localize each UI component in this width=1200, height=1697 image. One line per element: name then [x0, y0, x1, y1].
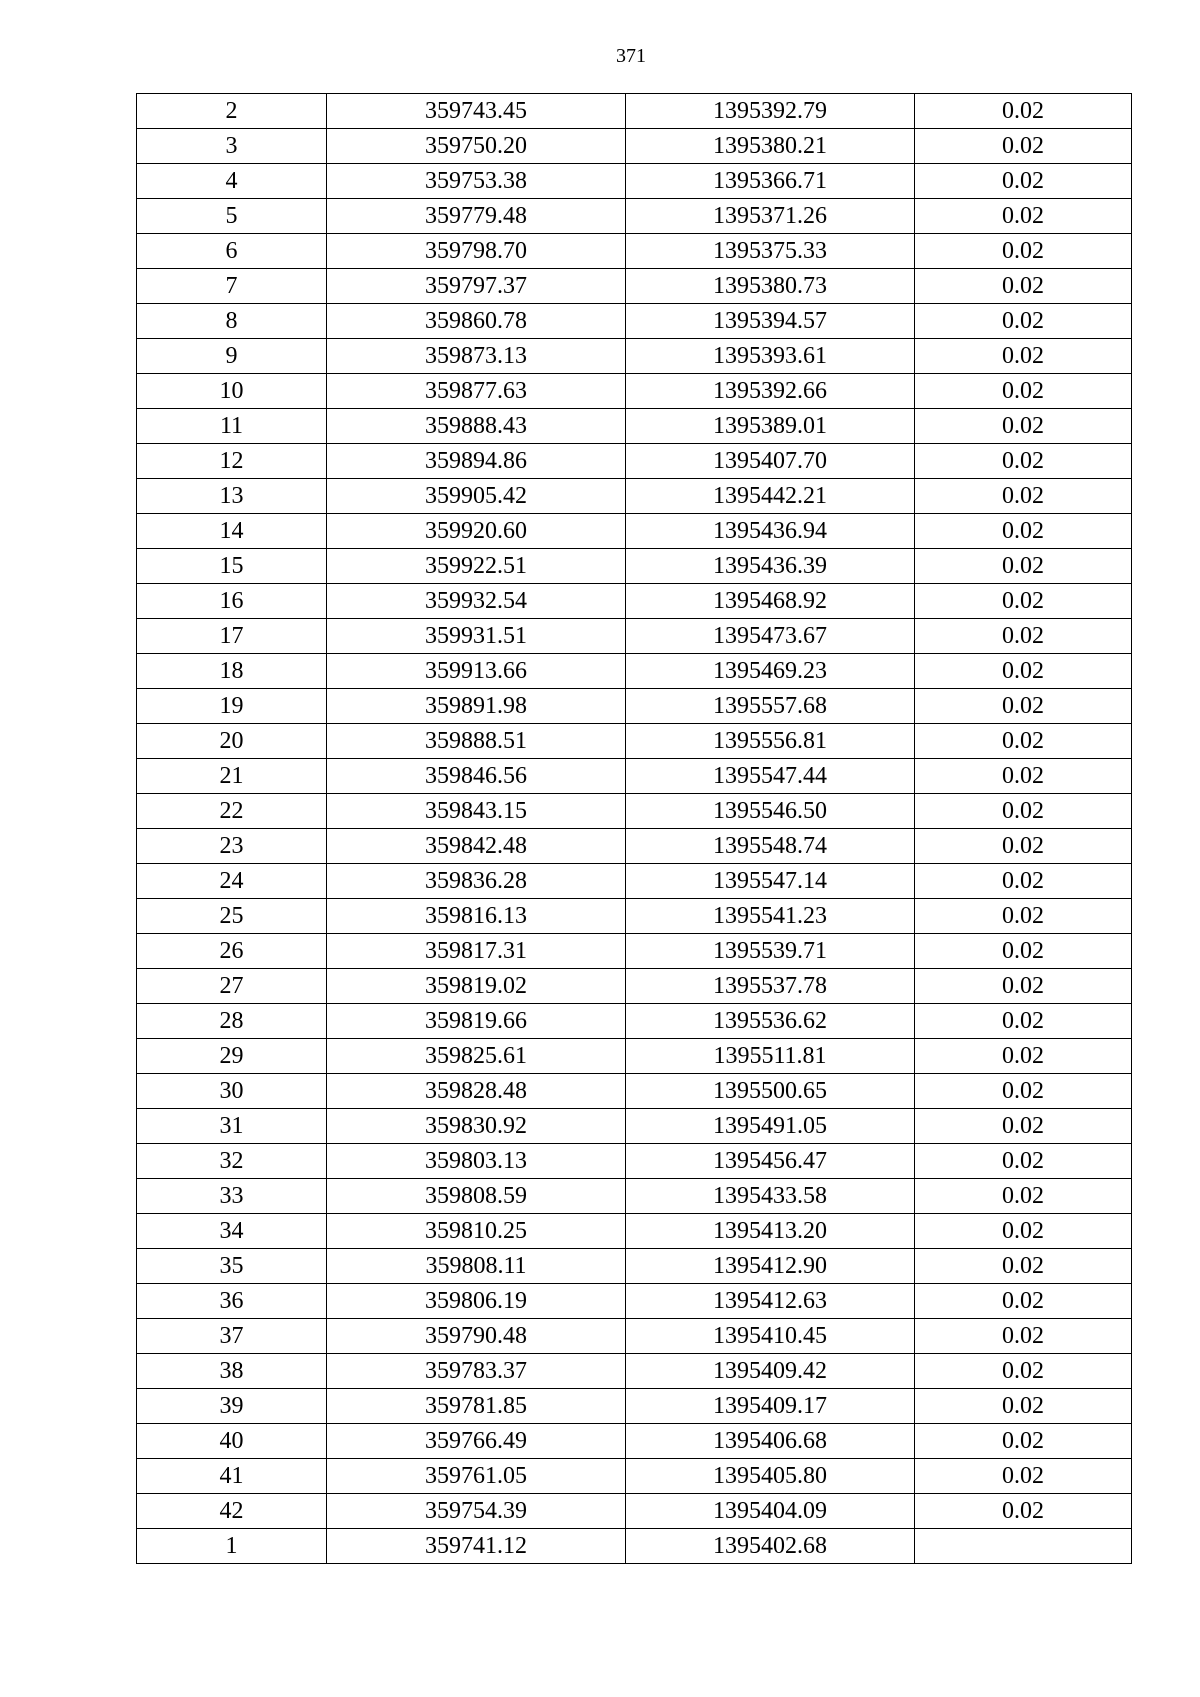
error-cell: 0.02 [915, 409, 1132, 444]
error-cell: 0.02 [915, 1179, 1132, 1214]
error-cell: 0.02 [915, 304, 1132, 339]
table-row [137, 899, 1132, 934]
y-coordinate-cell: 1395389.01 [626, 409, 915, 444]
x-coordinate-cell: 359816.13 [327, 899, 626, 934]
table-row [137, 374, 1132, 409]
point-number-cell: 3 [137, 129, 327, 164]
table-row [137, 1249, 1132, 1284]
error-cell: 0.02 [915, 794, 1132, 829]
x-coordinate-cell: 359790.48 [327, 1319, 626, 1354]
table-body [137, 94, 1132, 1564]
y-coordinate-cell: 1395469.23 [626, 654, 915, 689]
point-number-cell: 39 [137, 1389, 327, 1424]
point-number-cell: 19 [137, 689, 327, 724]
table-row [137, 164, 1132, 199]
error-cell: 0.02 [915, 444, 1132, 479]
table-row [137, 584, 1132, 619]
error-cell: 0.02 [915, 1424, 1132, 1459]
point-number-cell: 13 [137, 479, 327, 514]
x-coordinate-cell: 359754.39 [327, 1494, 626, 1529]
y-coordinate-cell: 1395409.17 [626, 1389, 915, 1424]
table-row [137, 724, 1132, 759]
x-coordinate-cell: 359846.56 [327, 759, 626, 794]
error-cell: 0.02 [915, 374, 1132, 409]
point-number-cell: 26 [137, 934, 327, 969]
point-number-cell: 4 [137, 164, 327, 199]
error-cell: 0.02 [915, 549, 1132, 584]
error-cell: 0.02 [915, 1039, 1132, 1074]
point-number-cell: 28 [137, 1004, 327, 1039]
error-cell: 0.02 [915, 479, 1132, 514]
point-number-cell: 22 [137, 794, 327, 829]
x-coordinate-cell: 359819.66 [327, 1004, 626, 1039]
error-cell: 0.02 [915, 1249, 1132, 1284]
error-cell: 0.02 [915, 1004, 1132, 1039]
table-row [137, 759, 1132, 794]
point-number-cell: 9 [137, 339, 327, 374]
y-coordinate-cell: 1395456.47 [626, 1144, 915, 1179]
point-number-cell: 30 [137, 1074, 327, 1109]
point-number-cell: 8 [137, 304, 327, 339]
y-coordinate-cell: 1395546.50 [626, 794, 915, 829]
x-coordinate-cell: 359860.78 [327, 304, 626, 339]
error-cell: 0.02 [915, 829, 1132, 864]
y-coordinate-cell: 1395392.66 [626, 374, 915, 409]
x-coordinate-cell: 359783.37 [327, 1354, 626, 1389]
x-coordinate-cell: 359873.13 [327, 339, 626, 374]
x-coordinate-cell: 359743.45 [327, 94, 626, 129]
y-coordinate-cell: 1395547.14 [626, 864, 915, 899]
error-cell: 0.02 [915, 1284, 1132, 1319]
y-coordinate-cell: 1395412.90 [626, 1249, 915, 1284]
y-coordinate-cell: 1395407.70 [626, 444, 915, 479]
coordinates-table [136, 93, 1132, 1564]
x-coordinate-cell: 359830.92 [327, 1109, 626, 1144]
point-number-cell: 27 [137, 969, 327, 1004]
point-number-cell: 12 [137, 444, 327, 479]
point-number-cell: 7 [137, 269, 327, 304]
x-coordinate-cell: 359825.61 [327, 1039, 626, 1074]
y-coordinate-cell: 1395557.68 [626, 689, 915, 724]
table-row [137, 514, 1132, 549]
x-coordinate-cell: 359781.85 [327, 1389, 626, 1424]
y-coordinate-cell: 1395500.65 [626, 1074, 915, 1109]
y-coordinate-cell: 1395442.21 [626, 479, 915, 514]
y-coordinate-cell: 1395541.23 [626, 899, 915, 934]
x-coordinate-cell: 359836.28 [327, 864, 626, 899]
point-number-cell: 10 [137, 374, 327, 409]
x-coordinate-cell: 359819.02 [327, 969, 626, 1004]
table-row [137, 199, 1132, 234]
y-coordinate-cell: 1395375.33 [626, 234, 915, 269]
x-coordinate-cell: 359920.60 [327, 514, 626, 549]
point-number-cell: 11 [137, 409, 327, 444]
y-coordinate-cell: 1395433.58 [626, 1179, 915, 1214]
table-row [137, 1459, 1132, 1494]
table-row [137, 1389, 1132, 1424]
x-coordinate-cell: 359806.19 [327, 1284, 626, 1319]
error-cell: 0.02 [915, 164, 1132, 199]
point-number-cell: 38 [137, 1354, 327, 1389]
table-row [137, 1214, 1132, 1249]
error-cell [915, 1529, 1132, 1564]
error-cell: 0.02 [915, 94, 1132, 129]
x-coordinate-cell: 359877.63 [327, 374, 626, 409]
x-coordinate-cell: 359905.42 [327, 479, 626, 514]
table-row [137, 1529, 1132, 1564]
point-number-cell: 42 [137, 1494, 327, 1529]
point-number-cell: 6 [137, 234, 327, 269]
x-coordinate-cell: 359808.11 [327, 1249, 626, 1284]
table-row [137, 549, 1132, 584]
error-cell: 0.02 [915, 1354, 1132, 1389]
point-number-cell: 37 [137, 1319, 327, 1354]
x-coordinate-cell: 359843.15 [327, 794, 626, 829]
y-coordinate-cell: 1395436.94 [626, 514, 915, 549]
table-row [137, 1004, 1132, 1039]
table-row [137, 1144, 1132, 1179]
point-number-cell: 2 [137, 94, 327, 129]
y-coordinate-cell: 1395371.26 [626, 199, 915, 234]
x-coordinate-cell: 359753.38 [327, 164, 626, 199]
error-cell: 0.02 [915, 759, 1132, 794]
point-number-cell: 21 [137, 759, 327, 794]
x-coordinate-cell: 359922.51 [327, 549, 626, 584]
x-coordinate-cell: 359766.49 [327, 1424, 626, 1459]
error-cell: 0.02 [915, 584, 1132, 619]
point-number-cell: 35 [137, 1249, 327, 1284]
y-coordinate-cell: 1395409.42 [626, 1354, 915, 1389]
point-number-cell: 18 [137, 654, 327, 689]
table-row [137, 1494, 1132, 1529]
table-row [137, 479, 1132, 514]
y-coordinate-cell: 1395413.20 [626, 1214, 915, 1249]
y-coordinate-cell: 1395380.21 [626, 129, 915, 164]
table-row [137, 304, 1132, 339]
x-coordinate-cell: 359817.31 [327, 934, 626, 969]
point-number-cell: 23 [137, 829, 327, 864]
error-cell: 0.02 [915, 1389, 1132, 1424]
error-cell: 0.02 [915, 1074, 1132, 1109]
point-number-cell: 41 [137, 1459, 327, 1494]
x-coordinate-cell: 359750.20 [327, 129, 626, 164]
table-row [137, 829, 1132, 864]
x-coordinate-cell: 359842.48 [327, 829, 626, 864]
page-number: 371 [616, 45, 646, 67]
y-coordinate-cell: 1395405.80 [626, 1459, 915, 1494]
y-coordinate-cell: 1395539.71 [626, 934, 915, 969]
x-coordinate-cell: 359779.48 [327, 199, 626, 234]
point-number-cell: 29 [137, 1039, 327, 1074]
x-coordinate-cell: 359798.70 [327, 234, 626, 269]
x-coordinate-cell: 359888.43 [327, 409, 626, 444]
y-coordinate-cell: 1395537.78 [626, 969, 915, 1004]
table-row [137, 1284, 1132, 1319]
error-cell: 0.02 [915, 689, 1132, 724]
x-coordinate-cell: 359828.48 [327, 1074, 626, 1109]
table-row [137, 1039, 1132, 1074]
x-coordinate-cell: 359888.51 [327, 724, 626, 759]
table-row [137, 689, 1132, 724]
y-coordinate-cell: 1395406.68 [626, 1424, 915, 1459]
point-number-cell: 40 [137, 1424, 327, 1459]
x-coordinate-cell: 359810.25 [327, 1214, 626, 1249]
error-cell: 0.02 [915, 1144, 1132, 1179]
y-coordinate-cell: 1395366.71 [626, 164, 915, 199]
error-cell: 0.02 [915, 1459, 1132, 1494]
table-row [137, 129, 1132, 164]
error-cell: 0.02 [915, 339, 1132, 374]
table-row [137, 444, 1132, 479]
y-coordinate-cell: 1395536.62 [626, 1004, 915, 1039]
y-coordinate-cell: 1395410.45 [626, 1319, 915, 1354]
y-coordinate-cell: 1395548.74 [626, 829, 915, 864]
table-row [137, 234, 1132, 269]
error-cell: 0.02 [915, 514, 1132, 549]
error-cell: 0.02 [915, 864, 1132, 899]
table-row [137, 94, 1132, 129]
y-coordinate-cell: 1395547.44 [626, 759, 915, 794]
point-number-cell: 36 [137, 1284, 327, 1319]
error-cell: 0.02 [915, 969, 1132, 1004]
x-coordinate-cell: 359797.37 [327, 269, 626, 304]
y-coordinate-cell: 1395394.57 [626, 304, 915, 339]
x-coordinate-cell: 359761.05 [327, 1459, 626, 1494]
table-row [137, 1109, 1132, 1144]
error-cell: 0.02 [915, 934, 1132, 969]
y-coordinate-cell: 1395393.61 [626, 339, 915, 374]
table-row [137, 409, 1132, 444]
x-coordinate-cell: 359932.54 [327, 584, 626, 619]
y-coordinate-cell: 1395468.92 [626, 584, 915, 619]
x-coordinate-cell: 359931.51 [327, 619, 626, 654]
error-cell: 0.02 [915, 1214, 1132, 1249]
point-number-cell: 24 [137, 864, 327, 899]
table-row [137, 269, 1132, 304]
point-number-cell: 33 [137, 1179, 327, 1214]
y-coordinate-cell: 1395412.63 [626, 1284, 915, 1319]
error-cell: 0.02 [915, 654, 1132, 689]
y-coordinate-cell: 1395491.05 [626, 1109, 915, 1144]
point-number-cell: 25 [137, 899, 327, 934]
error-cell: 0.02 [915, 899, 1132, 934]
x-coordinate-cell: 359808.59 [327, 1179, 626, 1214]
x-coordinate-cell: 359741.12 [327, 1529, 626, 1564]
point-number-cell: 17 [137, 619, 327, 654]
table-row [137, 654, 1132, 689]
error-cell: 0.02 [915, 619, 1132, 654]
x-coordinate-cell: 359803.13 [327, 1144, 626, 1179]
point-number-cell: 32 [137, 1144, 327, 1179]
table-row [137, 1319, 1132, 1354]
y-coordinate-cell: 1395380.73 [626, 269, 915, 304]
y-coordinate-cell: 1395436.39 [626, 549, 915, 584]
y-coordinate-cell: 1395404.09 [626, 1494, 915, 1529]
point-number-cell: 16 [137, 584, 327, 619]
error-cell: 0.02 [915, 1109, 1132, 1144]
point-number-cell: 20 [137, 724, 327, 759]
error-cell: 0.02 [915, 129, 1132, 164]
y-coordinate-cell: 1395402.68 [626, 1529, 915, 1564]
y-coordinate-cell: 1395473.67 [626, 619, 915, 654]
table-row [137, 1074, 1132, 1109]
y-coordinate-cell: 1395556.81 [626, 724, 915, 759]
error-cell: 0.02 [915, 1494, 1132, 1529]
y-coordinate-cell: 1395392.79 [626, 94, 915, 129]
table-row [137, 1179, 1132, 1214]
table-row [137, 864, 1132, 899]
point-number-cell: 1 [137, 1529, 327, 1564]
table-row [137, 969, 1132, 1004]
table-row [137, 339, 1132, 374]
point-number-cell: 5 [137, 199, 327, 234]
y-coordinate-cell: 1395511.81 [626, 1039, 915, 1074]
error-cell: 0.02 [915, 724, 1132, 759]
point-number-cell: 34 [137, 1214, 327, 1249]
error-cell: 0.02 [915, 269, 1132, 304]
table-row [137, 934, 1132, 969]
table-row [137, 794, 1132, 829]
error-cell: 0.02 [915, 1319, 1132, 1354]
error-cell: 0.02 [915, 234, 1132, 269]
point-number-cell: 31 [137, 1109, 327, 1144]
error-cell: 0.02 [915, 199, 1132, 234]
table-row [137, 619, 1132, 654]
x-coordinate-cell: 359894.86 [327, 444, 626, 479]
x-coordinate-cell: 359913.66 [327, 654, 626, 689]
x-coordinate-cell: 359891.98 [327, 689, 626, 724]
table-row [137, 1424, 1132, 1459]
point-number-cell: 15 [137, 549, 327, 584]
table-row [137, 1354, 1132, 1389]
point-number-cell: 14 [137, 514, 327, 549]
